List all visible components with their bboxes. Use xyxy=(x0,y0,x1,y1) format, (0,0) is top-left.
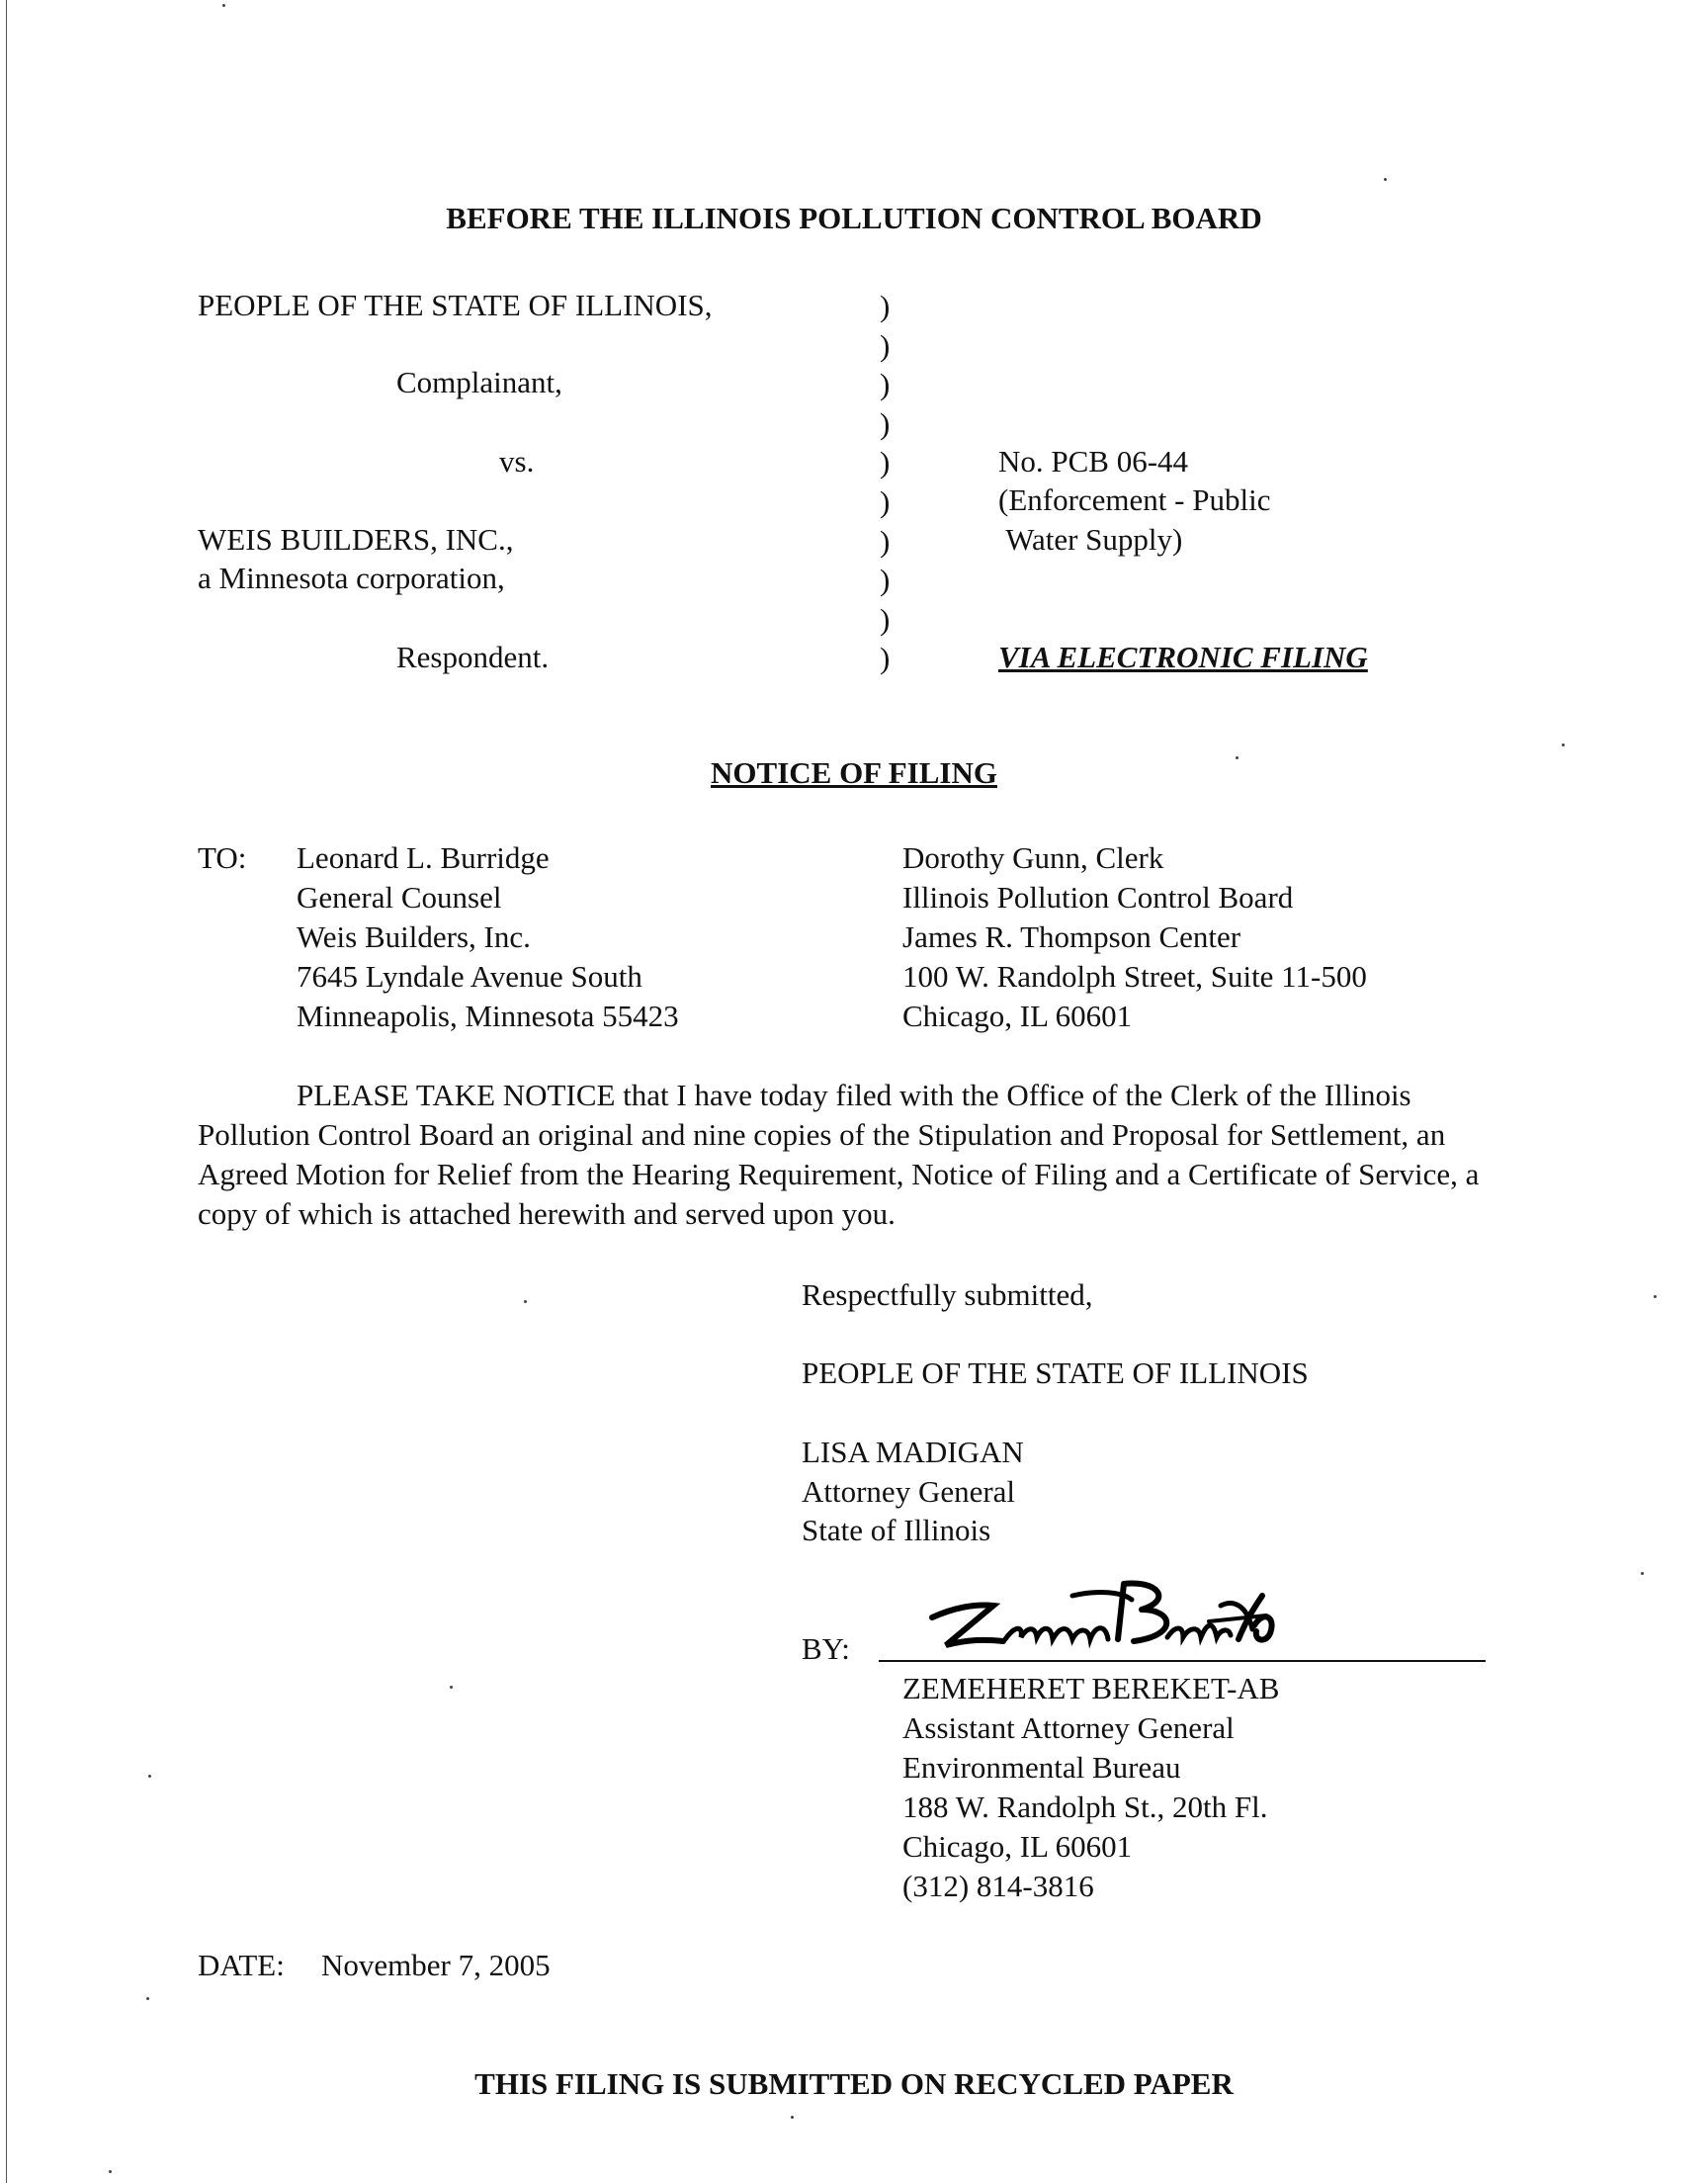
date-value: November 7, 2005 xyxy=(321,1948,551,1982)
recipient-left-block xyxy=(297,838,679,1036)
scan-speck xyxy=(1641,1572,1644,1575)
signer-line: Chicago, IL 60601 xyxy=(902,1829,1133,1864)
signer-block xyxy=(902,1669,1279,1906)
handwritten-signature xyxy=(924,1570,1290,1664)
signature-line xyxy=(879,1660,1486,1662)
scan-speck xyxy=(1384,178,1387,181)
scan-speck xyxy=(148,1775,151,1778)
versus-label: vs. xyxy=(499,444,535,479)
case-number: No. PCB 06-44 xyxy=(998,444,1189,479)
scan-speck xyxy=(524,1300,527,1303)
case-type-line1: (Enforcement - Public xyxy=(998,482,1271,517)
respondent-name: WEIS BUILDERS, INC., xyxy=(198,522,514,557)
caption-paren: ) xyxy=(880,483,891,519)
scan-speck xyxy=(450,1686,453,1689)
signer-line: Environmental Bureau xyxy=(902,1750,1181,1785)
attorney-general-state: State of Illinois xyxy=(802,1513,991,1547)
party-name: PEOPLE OF THE STATE OF ILLINOIS xyxy=(802,1355,1309,1390)
recipient-right-line: James R. Thompson Center xyxy=(902,919,1241,954)
scan-speck xyxy=(109,2170,112,2173)
scan-speck xyxy=(791,2116,794,2119)
caption-paren: ) xyxy=(880,563,891,598)
to-label: TO: xyxy=(198,840,247,875)
recipient-left-line: Minneapolis, Minnesota 55423 xyxy=(297,999,679,1033)
scan-speck xyxy=(1236,756,1238,759)
attorney-general-name: LISA MADIGAN xyxy=(802,1435,1024,1469)
caption-paren: ) xyxy=(880,601,891,637)
case-type-line2: Water Supply) xyxy=(998,522,1183,557)
attorney-general-title: Attorney General xyxy=(802,1474,1016,1509)
signer-line: (312) 814-3816 xyxy=(902,1869,1094,1903)
recipient-right-block xyxy=(902,838,1367,1036)
scan-edge-line xyxy=(6,0,7,2183)
caption-paren: ) xyxy=(880,641,891,676)
recipient-left-line: General Counsel xyxy=(297,880,502,915)
caption-paren: ) xyxy=(880,523,891,559)
recipient-left-line: Weis Builders, Inc. xyxy=(297,919,531,954)
recipient-right-line: Dorothy Gunn, Clerk xyxy=(902,840,1164,875)
notice-body-paragraph: PLEASE TAKE NOTICE that I have today filed with the Office of the Clerk of the Illinois Pollution Control Board an original and nine copies of the Stipulation and Proposal for Settlement, an Agreed Motion for Relief from the Hearing Requirement, Notice of Filing and a Certificate of Service, a copy of which is attached herewith and served upon you. xyxy=(198,1078,1480,1231)
signer-line: ZEMEHERET BEREKET-AB xyxy=(902,1671,1280,1705)
respectfully-submitted: Respectfully submitted, xyxy=(802,1277,1093,1312)
notice-of-filing-title: NOTICE OF FILING xyxy=(711,755,997,790)
recipient-left-line: Leonard L. Burridge xyxy=(297,840,550,875)
scan-speck xyxy=(1562,743,1565,746)
recipient-left-line: 7645 Lyndale Avenue South xyxy=(297,959,642,994)
by-label: BY: xyxy=(802,1631,850,1666)
electronic-filing-label: VIA ELECTRONIC FILING xyxy=(998,640,1368,674)
caption-paren: ) xyxy=(880,405,891,441)
complainant-name: PEOPLE OF THE STATE OF ILLINOIS, xyxy=(198,288,713,322)
respondent-role: Respondent. xyxy=(396,640,550,674)
respondent-description: a Minnesota corporation, xyxy=(198,561,505,595)
caption-paren: ) xyxy=(880,367,891,402)
caption-paren: ) xyxy=(880,327,891,363)
scan-speck xyxy=(1654,1295,1657,1298)
complainant-role: Complainant, xyxy=(396,365,562,399)
caption-paren: ) xyxy=(880,445,891,480)
date-label: DATE: xyxy=(198,1948,285,1982)
caption-parentheses-column xyxy=(880,287,890,678)
caption-paren: ) xyxy=(880,289,891,323)
recipient-right-line: 100 W. Randolph Street, Suite 11-500 xyxy=(902,959,1367,994)
signer-line: 188 W. Randolph St., 20th Fl. xyxy=(902,1790,1268,1824)
signer-line: Assistant Attorney General xyxy=(902,1710,1235,1745)
recipient-right-line: Illinois Pollution Control Board xyxy=(902,880,1294,915)
scan-speck xyxy=(146,1997,149,2000)
recipient-right-line: Chicago, IL 60601 xyxy=(902,999,1133,1033)
recycled-paper-footer: THIS FILING IS SUBMITTED ON RECYCLED PAPER xyxy=(474,2066,1234,2101)
board-heading: BEFORE THE ILLINOIS POLLUTION CONTROL BOARD xyxy=(446,201,1262,235)
scan-speck xyxy=(222,4,225,7)
